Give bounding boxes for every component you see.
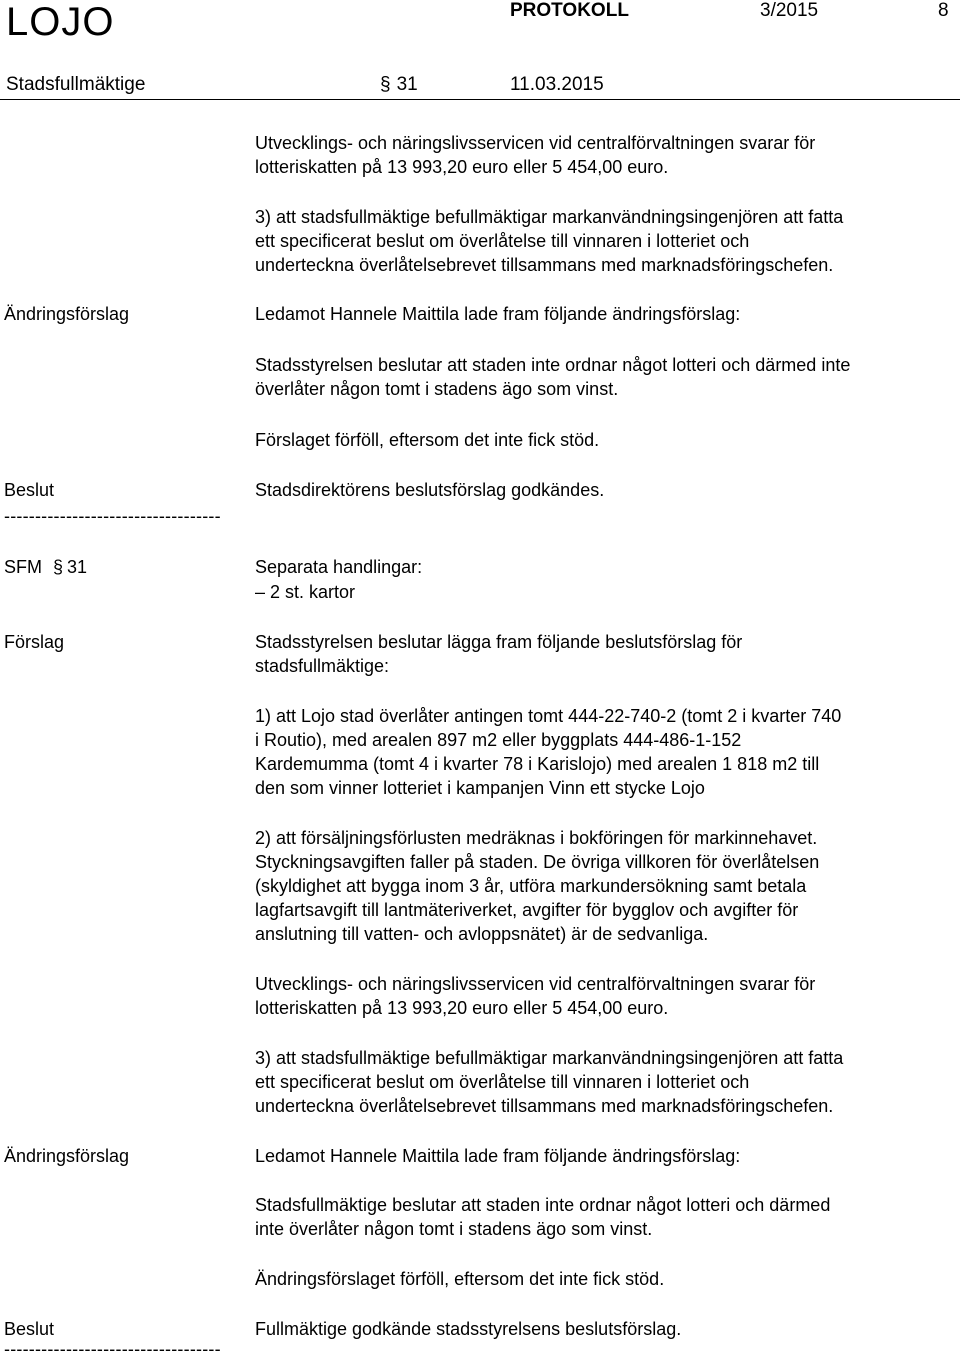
paragraph-line: Förslaget förföll, eftersom det inte fick stöd.: [255, 430, 600, 450]
paragraph-line: 2) att försäljningsförlusten medräknas i bokföringen för markinnehavet.: [255, 828, 818, 848]
header-rule: [0, 99, 960, 100]
paragraph-line: underteckna överlåtelsebrevet tillsammans med marknadsföringschefen.: [255, 255, 834, 275]
decision-label: Beslut: [4, 480, 55, 500]
paragraph-line: lotteriskatten på 13 993,20 euro eller 5 454,00 euro.: [255, 998, 669, 1018]
paragraph-line: Stadsdirektörens beslutsförslag godkändes.: [255, 480, 605, 500]
proposal-label: Förslag: [4, 632, 65, 652]
municipality-logo: LOJO: [6, 0, 115, 44]
paragraph-line: ett specificerat beslut om överlåtelse till vinnaren i lotteriet och: [255, 1072, 750, 1092]
paragraph-line: Ändringsförslaget förföll, eftersom det inte fick stöd.: [255, 1269, 665, 1289]
amendment-label: Ändringsförslag: [4, 304, 130, 324]
paragraph-line: anslutning till vatten- och avloppsnätet) är de sedvanliga.: [255, 924, 709, 944]
attachments-item: – 2 st. kartor: [255, 582, 356, 602]
section-separator: -----------------------------------: [4, 506, 221, 526]
paragraph-line: Fullmäktige godkände stadsstyrelsens beslutsförslag.: [255, 1319, 682, 1339]
paragraph-line: Ledamot Hannele Maittila lade fram följande ändringsförslag:: [255, 1146, 741, 1166]
paragraph-line: 3) att stadsfullmäktige befullmäktigar markanvändningsingenjören att fatta: [255, 1048, 844, 1068]
paragraph-line: (skyldighet att bygga inom 3 år, utföra markundersökning samt betala: [255, 876, 807, 896]
paragraph-line: Styckningsavgiften faller på staden. De övriga villkoren för överlåtelsen: [255, 852, 820, 872]
decision-label: Beslut: [4, 1319, 55, 1339]
document-type: PROTOKOLL: [510, 0, 629, 21]
protocol-number: 3/2015: [760, 0, 819, 21]
paragraph-line: Stadsstyrelsen beslutar lägga fram följande beslutsförslag för: [255, 632, 743, 652]
paragraph-line: den som vinner lotteriet i kampanjen Vinn ett stycke Lojo: [255, 778, 705, 798]
paragraph-line: ett specificerat beslut om överlåtelse till vinnaren i lotteriet och: [255, 231, 750, 251]
paragraph-line: inte överlåter någon tomt i stadens ägo som vinst.: [255, 1219, 653, 1239]
amendment-label: Ändringsförslag: [4, 1146, 130, 1166]
sfm-section-label: [4, 555, 87, 579]
paragraph-line: Ledamot Hannele Maittila lade fram följande ändringsförslag:: [255, 304, 741, 324]
paragraph-line: underteckna överlåtelsebrevet tillsammans med marknadsföringschefen.: [255, 1096, 834, 1116]
attachments-title: Separata handlingar:: [255, 557, 423, 577]
paragraph-line: Stadsfullmäktige beslutar att staden inte ordnar något lotteri och därmed: [255, 1195, 831, 1215]
paragraph-line: i Routio), med arealen 897 m2 eller byggplats 444-486-1-152: [255, 730, 742, 750]
meeting-date: 11.03.2015: [510, 74, 604, 95]
section-number: 31: [396, 74, 418, 95]
paragraph-line: 3) att stadsfullmäktige befullmäktigar markanvändningsingenjören att fatta: [255, 207, 844, 227]
sfm-prefix: SFM: [4, 557, 42, 577]
paragraph-line: Kardemumma (tomt 4 i kvarter 78 i Karislojo) med arealen 1 818 m2 till: [255, 754, 820, 774]
organ-name: Stadsfullmäktige: [6, 74, 146, 95]
sfm-number: 31: [67, 557, 88, 577]
section-symbol: §: [53, 557, 64, 577]
paragraph-line: Utvecklings- och näringslivsservicen vid centralförvaltningen svarar för: [255, 133, 816, 153]
section-reference: [380, 74, 418, 96]
section-separator: -----------------------------------: [4, 1339, 221, 1359]
paragraph-line: 1) att Lojo stad överlåter antingen tomt 444-22-740-2 (tomt 2 i kvarter 740: [255, 706, 842, 726]
paragraph-line: överlåter någon tomt i stadens ägo som vinst.: [255, 379, 619, 399]
paragraph-line: lagfartsavgift till lantmäteriverket, avgifter för bygglov och avgifter för: [255, 900, 799, 920]
paragraph-line: Utvecklings- och näringslivsservicen vid centralförvaltningen svarar för: [255, 974, 816, 994]
section-symbol: §: [380, 74, 391, 95]
paragraph-line: stadsfullmäktige:: [255, 656, 390, 676]
page-number: 8: [938, 0, 949, 21]
paragraph-line: lotteriskatten på 13 993,20 euro eller 5 454,00 euro.: [255, 157, 669, 177]
paragraph-line: Stadsstyrelsen beslutar att staden inte ordnar något lotteri och därmed inte: [255, 355, 851, 375]
